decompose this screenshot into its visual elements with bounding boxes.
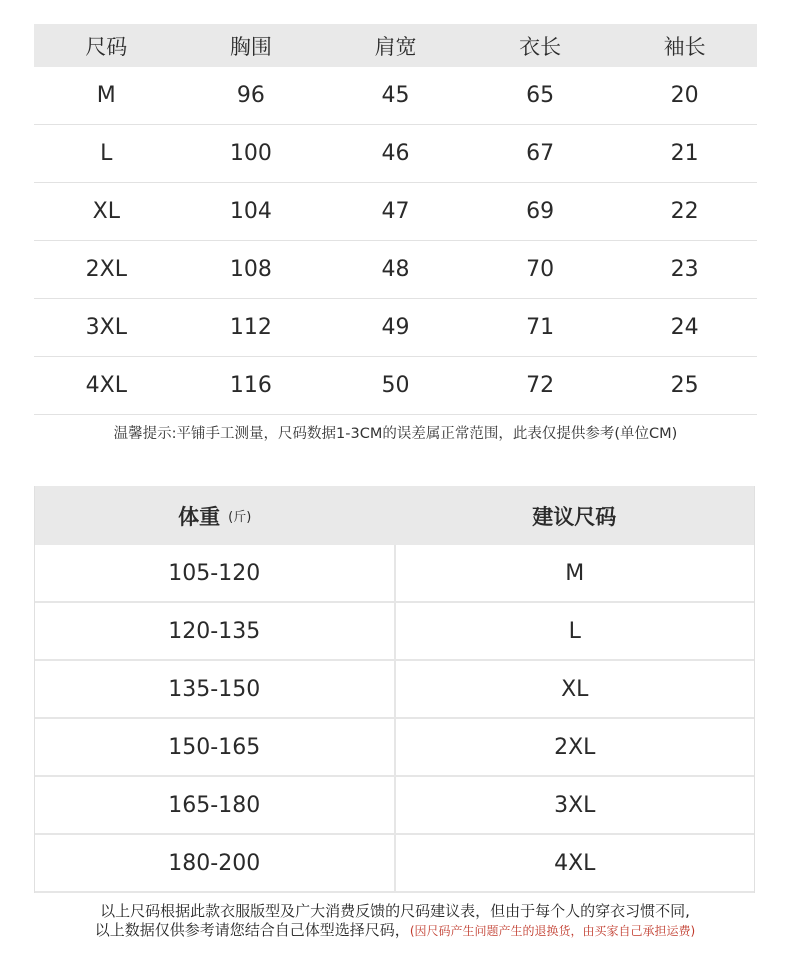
- cell-size: 3XL: [85, 315, 127, 340]
- cell-weight: 105-120: [35, 545, 396, 601]
- cell-chest: 104: [229, 199, 272, 224]
- cell-length: 71: [526, 315, 555, 340]
- table-row: [35, 545, 754, 603]
- header-length: 衣长: [519, 34, 562, 59]
- header-weight-label: 体重: [178, 504, 221, 529]
- table-row: [34, 357, 757, 415]
- cell-length: 65: [526, 83, 555, 108]
- cell-sleeve: 22: [670, 199, 699, 224]
- cell-chest: 96: [236, 83, 265, 108]
- cell-weight: 120-135: [35, 603, 396, 659]
- weight-table-header: [35, 486, 754, 545]
- cell-sleeve: 24: [670, 315, 699, 340]
- cell-shoulder: 49: [381, 315, 410, 340]
- table-row: [35, 661, 754, 719]
- measurement-tip: 温馨提示:平铺手工测量，尺码数据1-3CM的误差属正常范围，此表仅提供参考(单位CM): [113, 426, 678, 442]
- cell-suggested-size: 4XL: [554, 850, 596, 876]
- cell-length: 72: [526, 373, 555, 398]
- cell-length: 70: [526, 257, 555, 282]
- size-table-header: [34, 24, 757, 67]
- cell-size: M: [96, 83, 116, 108]
- header-weight-unit: (斤): [228, 510, 252, 525]
- table-row: [34, 67, 757, 125]
- cell-chest: 100: [229, 141, 272, 166]
- header-size: 尺码: [85, 34, 128, 59]
- table-row: [34, 125, 757, 183]
- table-row: [35, 719, 754, 777]
- size-table: [34, 24, 757, 415]
- cell-weight: 180-200: [35, 835, 396, 891]
- cell-length: 69: [526, 199, 555, 224]
- table-row: [34, 241, 757, 299]
- cell-length: 67: [526, 141, 555, 166]
- header-suggested-size: 建议尺码: [532, 504, 617, 529]
- table-row: [35, 603, 754, 661]
- cell-size: XL: [92, 199, 120, 224]
- cell-size: 4XL: [85, 373, 127, 398]
- cell-sleeve: 25: [670, 373, 699, 398]
- cell-weight: 150-165: [35, 719, 396, 775]
- header-sleeve: 袖长: [663, 34, 706, 59]
- note-line-1: 以上尺码根据此款衣服版型及广大消费反馈的尺码建议表，但由于每个人的穿衣习惯不同,: [100, 902, 690, 920]
- weight-table: [34, 486, 755, 893]
- header-shoulder: 肩宽: [374, 34, 417, 59]
- table-row: [35, 835, 754, 893]
- header-weight: [35, 486, 395, 545]
- cell-weight: 165-180: [35, 777, 396, 833]
- disclaimer-note: [20, 902, 770, 941]
- cell-suggested-size: L: [568, 618, 581, 644]
- note-line-2-text: 以上数据仅供参考请您结合自己体型选择尺码，: [94, 921, 410, 939]
- cell-sleeve: 20: [670, 83, 699, 108]
- cell-weight: 135-150: [35, 661, 396, 717]
- cell-shoulder: 50: [381, 373, 410, 398]
- cell-suggested-size: XL: [561, 676, 589, 702]
- table-row: [34, 299, 757, 357]
- header-chest: 胸围: [229, 34, 272, 59]
- cell-sleeve: 21: [670, 141, 699, 166]
- cell-shoulder: 45: [381, 83, 410, 108]
- cell-chest: 116: [229, 373, 272, 398]
- cell-shoulder: 47: [381, 199, 410, 224]
- cell-suggested-size: 2XL: [554, 734, 596, 760]
- note-line-2: [20, 921, 770, 941]
- cell-chest: 108: [229, 257, 272, 282]
- cell-chest: 112: [229, 315, 272, 340]
- cell-suggested-size: M: [565, 560, 585, 586]
- cell-suggested-size: 3XL: [554, 792, 596, 818]
- cell-sleeve: 23: [670, 257, 699, 282]
- table-row: [35, 777, 754, 835]
- cell-shoulder: 48: [381, 257, 410, 282]
- cell-size: L: [100, 141, 113, 166]
- table-row: [34, 183, 757, 241]
- note-return-policy: (因尺码产生问题产生的退换货，由买家自己承担运费): [409, 924, 696, 938]
- cell-size: 2XL: [85, 257, 127, 282]
- cell-shoulder: 46: [381, 141, 410, 166]
